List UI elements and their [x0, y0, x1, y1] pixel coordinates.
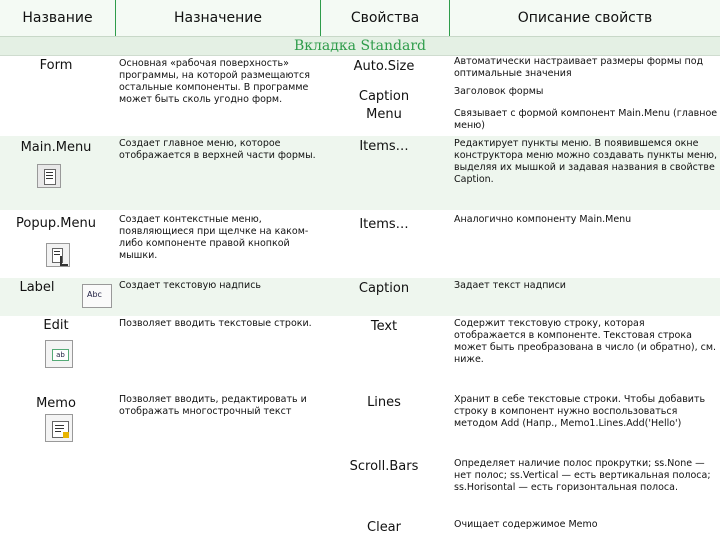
property-name: Caption	[358, 281, 410, 296]
component-purpose: Создает контекстные меню, появляющиеся при щелчке на каком-либо компоненте правой кнопкой мышки.	[119, 214, 309, 261]
header-property-description: Описание свойств	[517, 10, 653, 26]
component-name: Form	[39, 58, 73, 73]
property-name: Text	[370, 319, 398, 334]
table-row	[0, 210, 720, 278]
component-purpose: Создает текстовую надпись	[119, 280, 262, 291]
component-purpose: Основная «рабочая поверхность» программы, на которой размещаются остальные компоненты. В программе может быть сколь угодно форм.	[119, 58, 310, 105]
property-description: Очищает содержимое Memo	[454, 519, 598, 530]
property-name: Items…	[359, 217, 409, 232]
main-menu-component-icon	[37, 164, 61, 188]
property-name: Items…	[359, 139, 409, 154]
memo-component-icon	[45, 414, 73, 442]
label-component-icon	[82, 284, 112, 308]
property-name: Lines	[367, 395, 401, 410]
table-row	[0, 56, 720, 136]
popup-menu-component-icon	[46, 243, 70, 267]
property-description: Автоматически настраивает размеры формы под оптимальные значения	[454, 56, 704, 79]
edit-icon-glyph: ab	[52, 349, 69, 361]
header-name: Название	[22, 10, 93, 26]
component-name: Label	[19, 280, 55, 295]
property-description: Редактирует пункты меню. В появившемся окне конструктора меню можно создавать пункты меню, выделяя их мышкой и задавая названия в свойстве Caption.	[454, 138, 718, 185]
header-purpose: Назначение	[173, 10, 263, 26]
edit-component-icon	[45, 340, 73, 368]
property-description: Хранит в себе текстовые строки. Чтобы добавить строку в компонент нужно воспользоваться методом Add (Напр., Memo1.Lines.Add('Hello')	[454, 394, 706, 429]
tab-title: Вкладка Standard	[294, 38, 426, 54]
property-description: Заголовок формы	[454, 86, 544, 97]
component-name: Popup.Menu	[16, 216, 96, 231]
property-name: Caption Menu	[358, 89, 410, 122]
component-name: Edit	[43, 318, 69, 333]
property-description: Аналогично компоненту Main.Menu	[454, 214, 632, 225]
component-purpose: Позволяет вводить текстовые строки.	[119, 318, 312, 329]
component-name: Memo	[36, 396, 76, 411]
component-purpose: Позволяет вводить, редактировать и отображать многострочный текст	[119, 394, 307, 417]
header-properties: Свойства	[350, 10, 420, 26]
property-description: Содержит текстовую строку, которая отображается в компоненте. Текстовая строка может быть преобразована в число (и обратно), см. ниже.	[454, 318, 717, 365]
table-row	[0, 278, 720, 316]
property-name: Clear	[367, 520, 401, 535]
property-name: Auto.Size	[353, 59, 415, 74]
property-description: Связывает с формой компонент Main.Menu (главное меню)	[454, 108, 718, 131]
property-name: Scroll.Bars	[349, 459, 419, 474]
label-icon-glyph: Abc	[87, 290, 102, 299]
property-description: Определяет наличие полос прокрутки; ss.None — нет полос; ss.Vertical — есть вертикальная полоса; ss.Horisontal — есть горизонтальная полоса.	[454, 458, 711, 493]
component-purpose: Создает главное меню, которое отображается в верхней части формы.	[119, 138, 316, 161]
table-row	[0, 316, 720, 392]
table-row	[0, 392, 720, 540]
table-row	[0, 136, 720, 210]
property-description: Задает текст надписи	[454, 280, 566, 291]
component-name: Main.Menu	[20, 140, 92, 155]
